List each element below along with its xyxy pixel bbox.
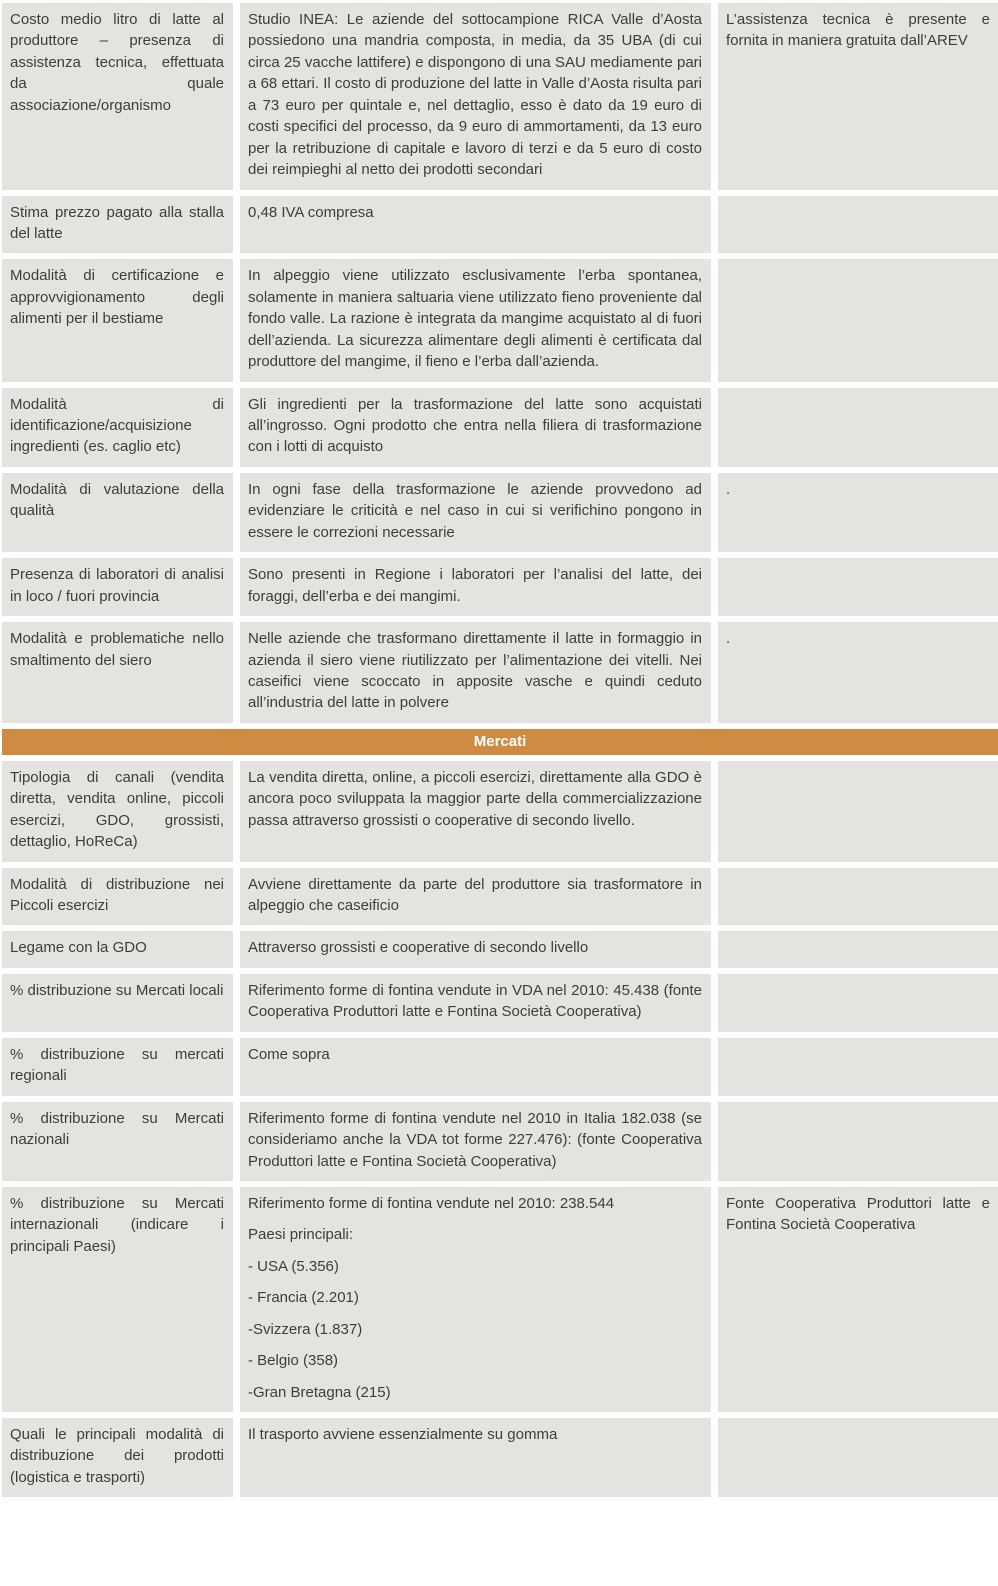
note-cell — [718, 558, 998, 616]
answer-cell — [240, 558, 711, 616]
answer-cell — [240, 388, 711, 467]
question-cell: Quali le principali modalità di distribuzione dei prodotti (logistica e trasporti) — [2, 1418, 233, 1497]
answer-cell — [240, 868, 711, 926]
question-cell: % distribuzione su Mercati nazionali — [2, 1102, 233, 1181]
answer-cell — [240, 761, 711, 862]
note-cell — [718, 1102, 998, 1181]
question-cell: Modalità di identificazione/acquisizione ingredienti (es. caglio etc) — [2, 388, 233, 467]
answer-paragraph: Nelle aziende che trasformano direttamente il latte in formaggio in azienda il siero viene riutilizzato per l’alimentazione dei vitelli. Nei caseifici viene scoccato in apposite vasche e quindi ceduto all’industria del latte in polvere — [248, 630, 702, 712]
table-row — [2, 3, 998, 190]
answer-paragraph: Attraverso grossisti e cooperative di secondo livello — [248, 939, 589, 957]
table-row — [2, 473, 998, 552]
table-row — [2, 1187, 998, 1412]
answer-paragraph: Sono presenti in Regione i laboratori per l’analisi del latte, dei foraggi, dell’erba e dei mangimi. — [248, 566, 702, 605]
answer-paragraph: - USA (5.356) — [248, 1257, 339, 1275]
answer-cell — [240, 622, 711, 723]
note-cell: . — [718, 473, 998, 552]
answer-paragraph: Riferimento forme di fontina vendute nel 2010 in Italia 182.038 (se consideriamo anche la VDA tot forme 227.476): (fonte Cooperativa Produttori latte e Fontina Società Cooperativa) — [248, 1109, 702, 1170]
answer-paragraph: Come sopra — [248, 1045, 330, 1063]
question-cell: % distribuzione su mercati regionali — [2, 1038, 233, 1096]
question-cell: Modalità di certificazione e approvvigionamento degli alimenti per il bestiame — [2, 259, 233, 381]
answer-cell — [240, 974, 711, 1032]
table-row — [2, 1038, 998, 1096]
note-cell — [718, 868, 998, 926]
table-row — [2, 868, 998, 926]
question-cell: % distribuzione su Mercati locali — [2, 974, 233, 1032]
answer-paragraph: Avviene direttamente da parte del produttore sia trasformatore in alpeggio che caseificio — [248, 875, 702, 914]
answer-cell — [240, 931, 711, 967]
note-cell — [718, 259, 998, 381]
answer-paragraph: Riferimento forme di fontina vendute nel 2010: 238.544 — [248, 1194, 615, 1212]
note-cell — [718, 1038, 998, 1096]
answer-cell — [240, 196, 711, 254]
table-row — [2, 622, 998, 723]
note-cell — [718, 974, 998, 1032]
question-cell: Legame con la GDO — [2, 931, 233, 967]
answer-paragraph: In alpeggio viene utilizzato esclusivamente l’erba spontanea, solamente in maniera saltuaria viene utilizzato fieno proveniente dal fondo valle. La razione è integrata da mangime acquistato al di fuori dell’azienda. La sicurezza alimentare degli alimenti è certificata dal produttore del mangime, il fieno e l’erba dall’azienda. — [248, 267, 702, 371]
note-cell: L’assistenza tecnica è presente e fornita in maniera gratuita dall’AREV — [718, 3, 998, 190]
note-cell: Fonte Cooperativa Produttori latte e Fontina Società Cooperativa — [718, 1187, 998, 1412]
answer-paragraph: -Svizzera (1.837) — [248, 1320, 363, 1338]
answer-paragraph: -Gran Bretagna (215) — [248, 1383, 391, 1401]
section-header — [2, 729, 998, 755]
table-row — [2, 761, 998, 862]
note-cell — [718, 388, 998, 467]
answer-paragraph: Gli ingredienti per la trasformazione del latte sono acquistati all’ingrosso. Ogni prodotto che entra nella filiera di trasformazione con i lotti di acquisto — [248, 395, 702, 456]
table-row — [2, 196, 998, 254]
answer-paragraph: Paesi principali: — [248, 1226, 354, 1244]
table-row — [2, 558, 998, 616]
note-cell — [718, 931, 998, 967]
question-cell: Costo medio litro di latte al produttore – presenza di assistenza tecnica, effettuata da quale associazione/organismo — [2, 3, 233, 190]
note-cell — [718, 1418, 998, 1497]
answer-paragraph: Il trasporto avviene essenzialmente su gomma — [248, 1426, 558, 1443]
section-title: Mercati — [473, 732, 527, 750]
question-cell: Modalità di valutazione della qualità — [2, 473, 233, 552]
question-cell: Presenza di laboratori di analisi in loco / fuori provincia — [2, 558, 233, 616]
answer-cell — [240, 1102, 711, 1181]
answer-paragraph: - Belgio (358) — [248, 1352, 339, 1370]
answer-paragraph: In ogni fase della trasformazione le aziende provvedono ad evidenziare le criticità e nel caso in cui si verifichino pongono in essere le correzioni necessarie — [248, 480, 702, 541]
question-cell: Modalità di distribuzione nei Piccoli esercizi — [2, 868, 233, 926]
note-cell — [718, 761, 998, 862]
answer-cell — [240, 259, 711, 381]
answer-paragraph: 0,48 IVA compresa — [248, 203, 374, 221]
question-cell: Tipologia di canali (vendita diretta, vendita online, piccoli esercizi, GDO, grossisti, dettaglio, HoReCa) — [2, 761, 233, 862]
answer-paragraph: - Francia (2.201) — [248, 1289, 359, 1307]
table-row — [2, 1102, 998, 1181]
table-row — [2, 388, 998, 467]
note-cell: . — [718, 622, 998, 723]
table-row — [2, 1418, 998, 1497]
answer-cell — [240, 1187, 711, 1412]
answer-cell — [240, 473, 711, 552]
answer-paragraph: Riferimento forme di fontina vendute in VDA nel 2010: 45.438 (fonte Cooperativa Produttori latte e Fontina Società Cooperativa) — [248, 981, 702, 1021]
question-cell: % distribuzione su Mercati internazionali (indicare i principali Paesi) — [2, 1187, 233, 1412]
note-cell — [718, 196, 998, 254]
answer-paragraph: Studio INEA: Le aziende del sottocampione RICA Valle d’Aosta possiedono una mandria composta, in media, da 35 UBA (di cui circa 25 vacche lattifere) e dispongono di una SAU mediamente pari a 68 ettari. Il costo di produzione del latte in Valle d’Aosta risulta pari a 73 euro per quintale e, nel dettaglio, esso è dato da 19 euro di costi specifici del processo, da 9 euro di ammortamenti, da 13 euro per la retribuzione di capitale e lavoro di terzi e da 5 euro di costo dei reimpieghi al netto dei prodotti secondari — [248, 11, 702, 179]
question-cell: Modalità e problematiche nello smaltimento del siero — [2, 622, 233, 723]
table-row — [2, 974, 998, 1032]
answer-cell — [240, 3, 711, 190]
question-cell: Stima prezzo pagato alla stalla del latte — [2, 196, 233, 254]
table-row — [2, 931, 998, 967]
answer-cell — [240, 1418, 711, 1497]
answer-paragraph: La vendita diretta, online, a piccoli esercizi, direttamente alla GDO è ancora poco sviluppata la maggior parte della commercializzazione passa attraverso grossisti o cooperative di secondo livello. — [248, 768, 702, 829]
table-row — [2, 259, 998, 381]
answer-cell — [240, 1038, 711, 1096]
